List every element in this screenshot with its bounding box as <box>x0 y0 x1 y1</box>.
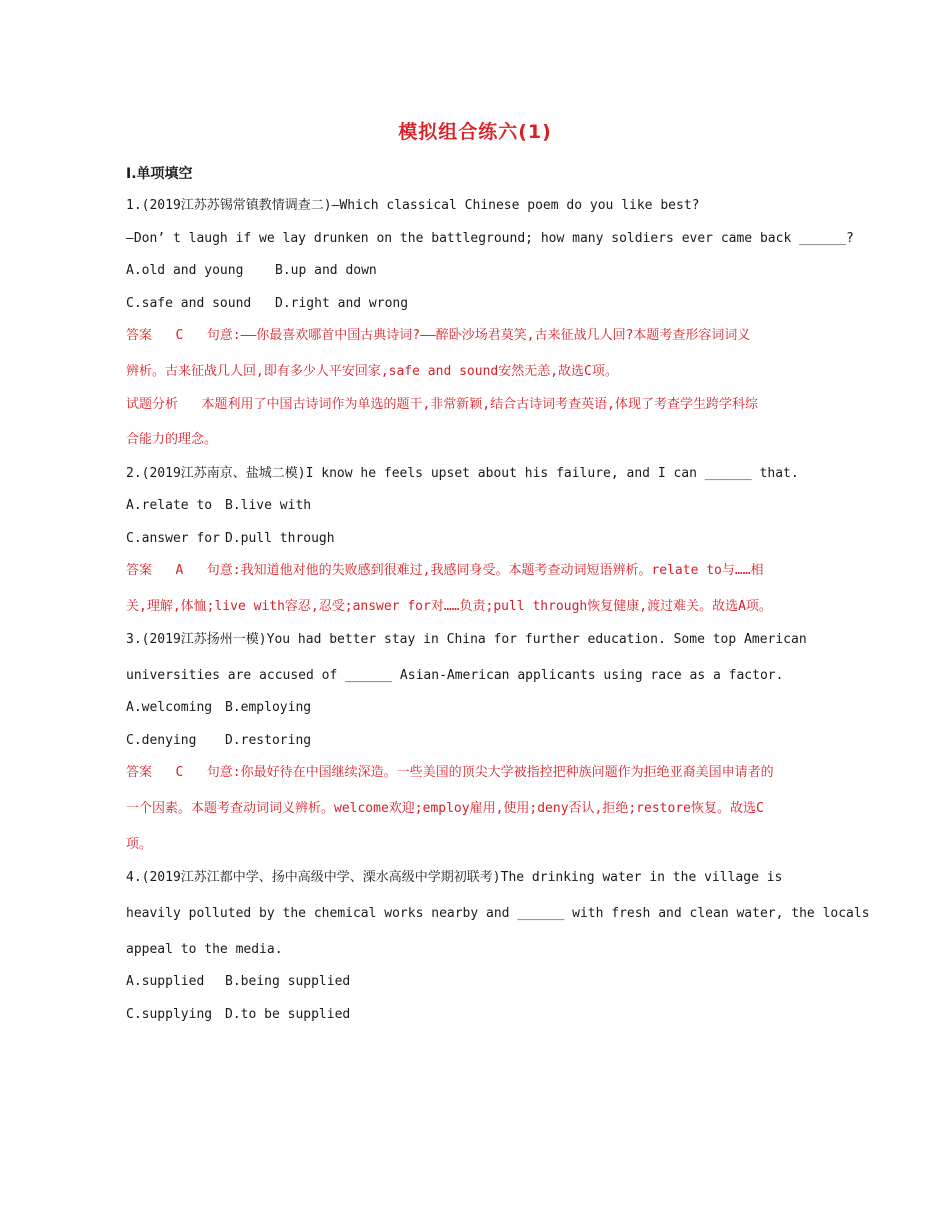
q3-option-d: D.restoring <box>225 733 312 748</box>
q2-answer-line-2: 关,理解,体恤;live with容忍,忍受;answer for对……负责;pull through恢复健康,渡过难关。故选A项。 <box>126 599 772 614</box>
q2-option-c: C.answer for <box>126 531 220 546</box>
q2-option-d: D.pull through <box>225 531 335 546</box>
q1-option-d: D.right and wrong <box>275 296 409 311</box>
q3-stem-line-1: 3.(2019江苏扬州一模)You had better stay in China for further education. Some top American <box>126 632 807 647</box>
q3-option-b: B.employing <box>225 700 312 715</box>
q3-answer-line-1: 答案 C 句意:你最好待在中国继续深造。一些美国的顶尖大学被指控把种族问题作为拒绝亚裔美国申请者的 <box>126 765 774 780</box>
q4-stem-line-2: heavily polluted by the chemical works nearby and ______ with fresh and clean water, the locals <box>126 906 870 921</box>
q1-answer-line-1: 答案 C 句意:——你最喜欢哪首中国古典诗词?——醉卧沙场君莫笑,古来征战几人回?本题考查形容词词义 <box>126 328 751 343</box>
q3-stem-line-2: universities are accused of ______ Asian-American applicants using race as a factor. <box>126 668 784 683</box>
q3-answer-line-2: 一个因素。本题考查动词词义辨析。welcome欢迎;employ雇用,使用;deny否认,拒绝;restore恢复。故选C <box>126 801 764 816</box>
q3-option-c: C.denying <box>126 733 197 748</box>
q4-option-b: B.being supplied <box>225 974 351 989</box>
section-heading: Ⅰ.单项填空 <box>126 166 193 182</box>
q1-answer-line-2: 辨析。古来征战几人回,即有多少人平安回家,safe and sound安然无恙,故选C项。 <box>126 364 618 379</box>
q1-analysis-line-2: 合能力的理念。 <box>126 432 218 447</box>
q1-stem-line-2: —Don’ t laugh if we lay drunken on the battleground; how many soldiers ever came back ______? <box>126 231 854 246</box>
q4-option-d: D.to be supplied <box>225 1007 351 1022</box>
q4-option-a: A.supplied <box>126 974 205 989</box>
q2-answer-line-1: 答案 A 句意:我知道他对他的失败感到很难过,我感同身受。本题考查动词短语辨析。relate to与……相 <box>126 563 764 578</box>
q2-option-b: B.live with <box>225 498 312 513</box>
q1-stem-line-1: 1.(2019江苏苏锡常镇教情调查二)—Which classical Chinese poem do you like best? <box>126 198 700 213</box>
page-title: 模拟组合练六(1) <box>398 121 552 143</box>
q4-stem-line-3: appeal to the media. <box>126 942 283 957</box>
q4-option-c: C.supplying <box>126 1007 213 1022</box>
q3-option-a: A.welcoming <box>126 700 213 715</box>
q1-option-c: C.safe and sound <box>126 296 252 311</box>
q2-stem-line-1: 2.(2019江苏南京、盐城二模)I know he feels upset about his failure, and I can ______ that. <box>126 466 799 481</box>
q1-analysis-line-1: 试题分析 本题利用了中国古诗词作为单选的题干,非常新颖,结合古诗词考查英语,体现了考查学生跨学科综 <box>126 397 758 412</box>
q1-option-b: B.up and down <box>275 263 377 278</box>
q4-stem-line-1: 4.(2019江苏江都中学、扬中高级中学、溧水高级中学期初联考)The drinking water in the village is <box>126 870 783 885</box>
q1-option-a: A.old and young <box>126 263 244 278</box>
q3-answer-line-3: 项。 <box>126 837 153 852</box>
q2-option-a: A.relate to <box>126 498 213 513</box>
